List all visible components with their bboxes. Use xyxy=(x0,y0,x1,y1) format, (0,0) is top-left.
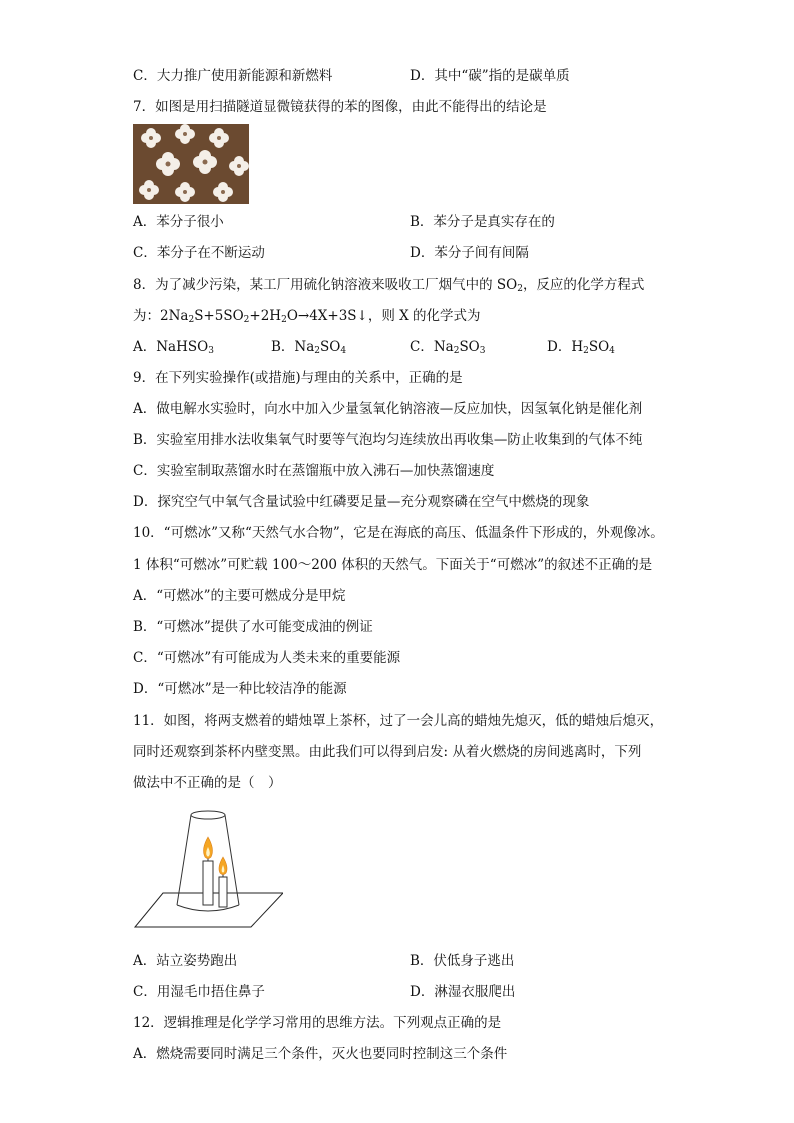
q12-option-a: A．燃烧需要同时满足三个条件，灭火也要同时控制这三个条件 xyxy=(133,1046,508,1062)
stm-benzene-image xyxy=(133,124,249,204)
q8-stem-line1: 8．为了减少污染，某工厂用硫化钠溶液来吸收工厂烟气中的 $SO_2$，反应的化学方程式 xyxy=(133,277,645,294)
q7-option-c: C．苯分子在不断运动 xyxy=(133,245,265,261)
q10-option-a: A．“可燃冰”的主要可燃成分是甲烷 xyxy=(133,588,346,604)
q7-stem: 7．如图是用扫描隧道显微镜获得的苯的图像，由此不能得出的结论是 xyxy=(133,99,547,115)
q10-option-b: B．“可燃冰”提供了水可能变成油的例证 xyxy=(133,619,373,635)
q7-option-a: A．苯分子很小 xyxy=(133,214,224,230)
q8-option-c: C．$Na_2SO_3$ xyxy=(410,339,486,356)
q10-option-d: D．“可燃冰”是一种比较洁净的能源 xyxy=(133,681,347,697)
q10-option-c: C．“可燃冰”有可能成为人类未来的重要能源 xyxy=(133,650,401,666)
q6-option-d: D．其中“碳”指的是碳单质 xyxy=(410,68,570,84)
q10-stem-line1: 10．“可燃冰”又称“天然气水合物”，它是在海底的高压、低温条件下形成的，外观像冰。 xyxy=(133,525,664,541)
q8-option-a: A．NaHSO$_3$ xyxy=(133,339,214,356)
q7-option-b: B．苯分子是真实存在的 xyxy=(410,214,555,230)
q8-equation-line: 为：$2Na_2S+5SO_2+2H_2O\to 4X+3S↓$，则 X 的化学式为 xyxy=(133,308,481,325)
q11-option-b: B．伏低身子逃出 xyxy=(410,953,515,969)
q7-option-d: D．苯分子间有间隔 xyxy=(410,245,529,261)
q9-stem: 9．在下列实验操作(或措施)与理由的关系中，正确的是 xyxy=(133,370,463,386)
q9-option-b: B．实验室用排水法收集氧气时要等气泡均匀连续放出再收集—防止收集到的气体不纯 xyxy=(133,432,643,448)
q11-stem-line3: 做法中不正确的是（ ） xyxy=(133,775,282,791)
q9-option-a: A．做电解水实验时，向水中加入少量氢氧化钠溶液—反应加快，因氢氧化钠是催化剂 xyxy=(133,401,643,417)
candles-under-cup-figure xyxy=(133,805,283,930)
q9-option-c: C．实验室制取蒸馏水时在蒸馏瓶中放入沸石—加快蒸馏速度 xyxy=(133,463,495,479)
q11-stem-line1: 11．如图，将两支燃着的蜡烛罩上茶杯，过了一会儿高的蜡烛先熄灭，低的蜡烛后熄灭， xyxy=(133,713,664,729)
q6-option-c: C．大力推广使用新能源和新燃料 xyxy=(133,68,333,84)
q11-option-a: A．站立姿势跑出 xyxy=(133,953,238,969)
q9-option-d: D．探究空气中氧气含量试验中红磷要足量—充分观察磷在空气中燃烧的现象 xyxy=(133,494,590,510)
q8-option-b: B．$Na_2SO_4$ xyxy=(271,339,347,356)
q12-stem: 12．逻辑推理是化学学习常用的思维方法。下列观点正确的是 xyxy=(133,1015,502,1031)
q11-stem-line2: 同时还观察到茶杯内壁变黑。由此我们可以得到启发: 从着火燃烧的房间逃离时，下列 xyxy=(133,744,642,760)
q8-option-d: D．$H_2SO_4$ xyxy=(547,339,615,356)
q11-option-c: C．用湿毛巾捂住鼻子 xyxy=(133,984,265,1000)
q10-stem-line2: 1 体积“可燃冰”可贮载 100～200 体积的天然气。下面关于“可燃冰”的叙述不正确的是 xyxy=(133,557,653,573)
q11-option-d: D．淋湿衣服爬出 xyxy=(410,984,516,1000)
